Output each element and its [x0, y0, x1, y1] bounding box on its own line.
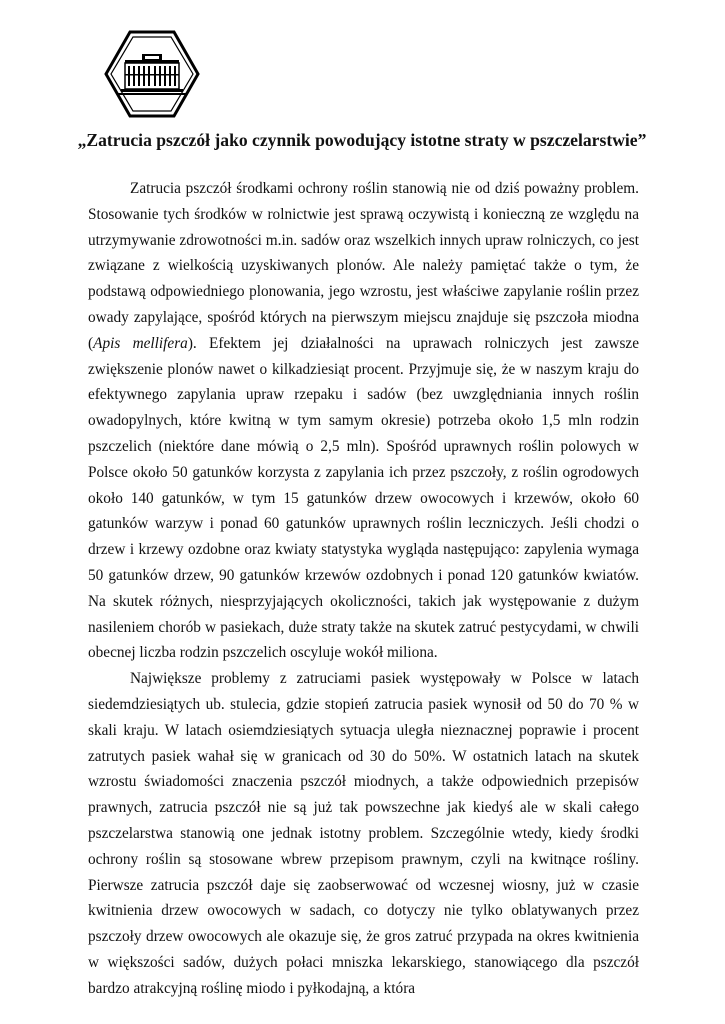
paragraph-1-text-before: Zatrucia pszczół środkami ochrony roślin stanowią nie od dziś poważny problem. Stosowanie tych środków w rolnictwie jest sprawą oczywistą i konieczną ze względu na utrzymywanie zdrowotności m.in. sadów oraz wszelkich innych upraw rolniczych, co jest związane z wielkością uzyskiwanych plonów. Ale należy pamiętać także o tym, że podstawą odpowiedniego plonowania, jego wzrostu, jest właściwe zapylanie roślin przez owady zapylające, spośród których na pierwszym miejscu znajduje się pszczoła miodna ( — [88, 180, 639, 352]
paragraph-1 — [88, 176, 639, 666]
logo — [104, 30, 200, 118]
paragraph-2: Największe problemy z zatruciami pasiek występowały w Polsce w latach siedemdziesiątych ub. stulecia, gdzie stopień zatrucia pasiek wynosił od 50 do 70 % w skali kraju. W latach osiemdziesiątych sytuacja uległa nieznacznej poprawie i procent zatrutych pasiek wahał się w granicach od 30 do 50%. W ostatnich latach na skutek wzrostu świadomości znaczenia pszczół miodnych, a także odpowiednich przepisów prawnych, zatrucia pszczół nie są już tak powszechne jak kiedyś ale w skali całego pszczelarstwa stanowią one jednak istotny problem. Szczególnie wtedy, kiedy środki ochrony roślin są stosowane wbrew przepisom prawnym, czyli na kwitnące rośliny. Pierwsze zatrucia pszczół daje się zaobserwować od wczesnej wiosny, już w czasie kwitnienia drzew owocowych w sadach, co dotyczy nie tylko oblatywanych przez pszczoły drzew owocowych ale okazuje się, że gros zatruć przypada na okres kwitnienia w większości sadów, dużych połaci mniszka lekarskiego, stanowiącego dla pszczół bardzo atrakcyjną roślinę miodo i pyłkodajną, a która — [88, 670, 639, 997]
building-emblem-icon — [104, 30, 200, 118]
species-name: Apis mellifera — [93, 334, 188, 352]
document-title: „Zatrucia pszczół jako czynnik powodujący istotne straty w pszczelarstwie” — [77, 130, 647, 150]
paragraph-1-text-after: ). Efektem jej działalności na uprawach rolniczych jest zawsze zwiększenie plonów nawet o kilkadziesiąt procent. Przyjmuje się, że w naszym kraju do efektywnego zapylania upraw rzepaku i sadów (bez uwzględniania innych roślin owadopylnych, które kwitną w tym samym okresie) potrzeba około 1,5 mln rodzin pszczelich (niektóre dane mówią o 2,5 mln). Spośród uprawnych roślin polowych w Polsce około 50 gatunków korzysta z zapylania ich przez pszczoły, z roślin ogrodowych około 140 gatunków, w tym 15 gatunków drzew owocowych i krzewów, około 60 gatunków warzyw i ponad 60 gatunków uprawnych roślin leczniczych. Jeśli chodzi o drzew i krzewy ozdobne oraz kwiaty statystyka wygląda następująco: zapylenia wymaga 50 gatunków drzew, 90 gatunków krzewów ozdobnych i ponad 120 gatunków kwiatów. Na skutek różnych, niesprzyjających okoliczności, takich jak występowanie z dużym nasileniem chorób w pasiekach, duże straty także na skutek zatruć pestycydami, w chwili obecnej liczba rodzin pszczelich oscyluje wokół miliona. — [88, 334, 640, 662]
document-body — [88, 176, 639, 1002]
